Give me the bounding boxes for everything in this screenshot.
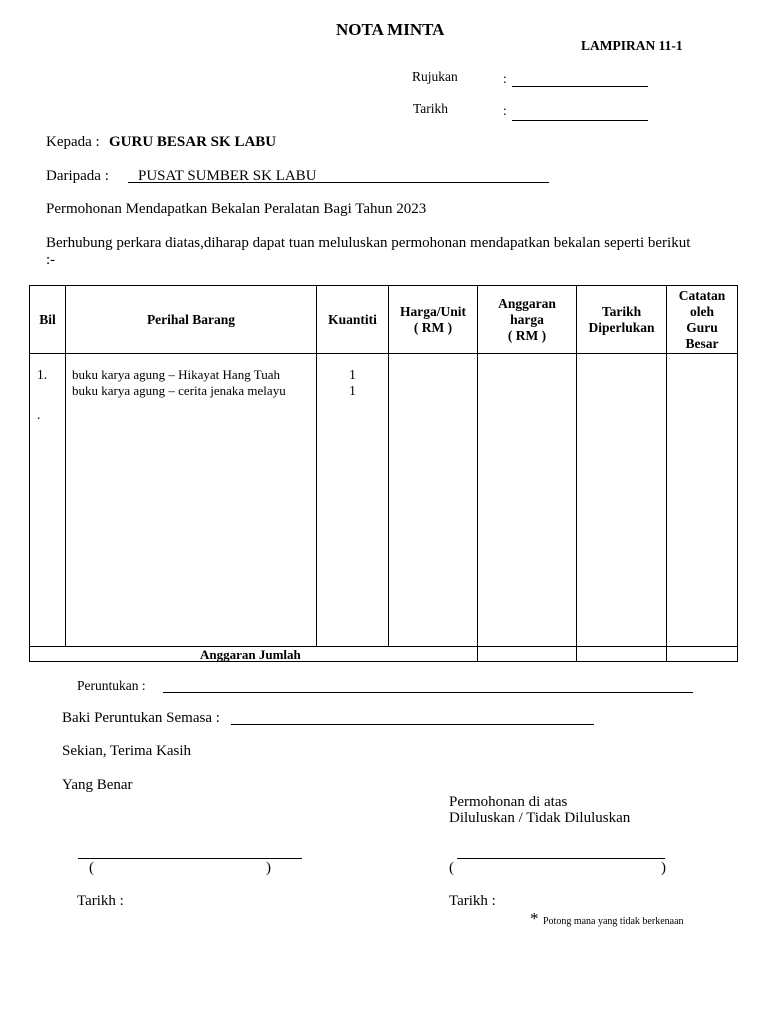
header-catatan-line1: Catatan — [678, 287, 726, 303]
sign-left-tarikh: Tarikh : — [77, 893, 124, 909]
bil-value: 1. — [37, 367, 48, 382]
daripada-value: PUSAT SUMBER SK LABU — [138, 168, 317, 184]
footnote-text: Potong mana yang tidak berkenaan — [543, 916, 684, 927]
footnote-mark: * — [530, 909, 539, 928]
header-anggaran — [478, 286, 577, 354]
cell-anggaran[interactable] — [478, 354, 577, 647]
header-catatan-line2: oleh — [689, 303, 714, 319]
cell-perihal — [66, 354, 317, 647]
header-harga-line1: Harga/Unit — [400, 303, 466, 319]
sign-right-close: ) — [661, 860, 666, 876]
page-title: NOTA MINTA — [336, 20, 445, 39]
item-perihal: buku karya agung – Hikayat Hang Tuah — [72, 367, 280, 382]
header-tarikh — [577, 286, 667, 354]
tarikh-top-label: Tarikh — [413, 101, 449, 116]
header-anggaran-line1: Anggaran — [498, 295, 556, 311]
sign-left-close: ) — [266, 860, 271, 876]
cell-bil — [30, 354, 66, 647]
item-perihal: buku karya agung – cerita jenaka melayu — [72, 383, 286, 398]
cell-catatan[interactable] — [667, 354, 738, 647]
subject-text: Permohonan Mendapatkan Bekalan Peralatan Bagi Tahun 2023 — [46, 201, 427, 217]
baki-field[interactable] — [231, 724, 594, 725]
item-kuantiti: 1 — [349, 383, 356, 398]
table-footer-row — [30, 647, 738, 662]
anggaran-jumlah-value[interactable] — [478, 647, 577, 662]
sign-right-tarikh: Tarikh : — [449, 893, 496, 909]
tarikh-top-colon: : — [503, 103, 507, 118]
sign-right-open: ( — [449, 860, 454, 876]
footer-tarikh-cell — [577, 647, 667, 662]
table-header-row — [30, 286, 738, 354]
header-anggaran-line3: ( RM ) — [507, 327, 547, 343]
cell-tarikh[interactable] — [577, 354, 667, 647]
header-catatan — [667, 286, 738, 354]
approval-line2: Diluluskan / Tidak Diluluskan — [449, 810, 631, 826]
lampiran-label: LAMPIRAN 11-1 — [581, 38, 683, 53]
baki-label: Baki Peruntukan Semasa : — [62, 710, 220, 726]
header-tarikh-line2: Diperlukan — [588, 319, 655, 335]
peruntukan-field[interactable] — [163, 692, 693, 693]
signature-line-right[interactable] — [457, 858, 665, 859]
daripada-label: Daripada : — [46, 168, 109, 184]
header-harga-line2: ( RM ) — [413, 319, 453, 335]
header-tarikh-line1: Tarikh — [601, 303, 642, 319]
header-kuantiti: Kuantiti — [317, 286, 389, 354]
sign-left-open: ( — [89, 860, 94, 876]
table-row — [30, 354, 738, 647]
item-kuantiti: 1 — [349, 367, 356, 382]
rujukan-colon: : — [503, 71, 507, 86]
rujukan-label: Rujukan — [412, 69, 458, 84]
request-table — [29, 285, 738, 662]
kepada-label: Kepada : — [46, 134, 100, 150]
yang-benar-text: Yang Benar — [62, 777, 133, 793]
header-catatan-line3: Guru — [686, 319, 718, 335]
intro-text: Berhubung perkara diatas,diharap dapat tuan meluluskan permohonan mendapatkan bekalan seperti berikut :- — [46, 235, 691, 268]
daripada-field-line — [128, 182, 549, 183]
approval-line1: Permohonan di atas — [449, 794, 568, 810]
bil-value: . — [37, 407, 41, 422]
tarikh-top-field[interactable] — [512, 120, 648, 121]
header-harga — [389, 286, 478, 354]
anggaran-jumlah-label: Anggaran Jumlah — [30, 647, 478, 662]
header-perihal: Perihal Barang — [66, 286, 317, 354]
kepada-value: GURU BESAR SK LABU — [109, 134, 277, 150]
rujukan-field[interactable] — [512, 86, 648, 87]
signature-line-left[interactable] — [78, 858, 302, 859]
header-anggaran-line2: harga — [510, 311, 544, 327]
cell-kuantiti — [317, 354, 389, 647]
header-bil: Bil — [30, 286, 66, 354]
footer-catatan-cell — [667, 647, 738, 662]
header-catatan-line4: Besar — [685, 335, 719, 351]
cell-harga[interactable] — [389, 354, 478, 647]
peruntukan-label: Peruntukan : — [77, 678, 146, 693]
sekian-text: Sekian, Terima Kasih — [62, 743, 192, 759]
